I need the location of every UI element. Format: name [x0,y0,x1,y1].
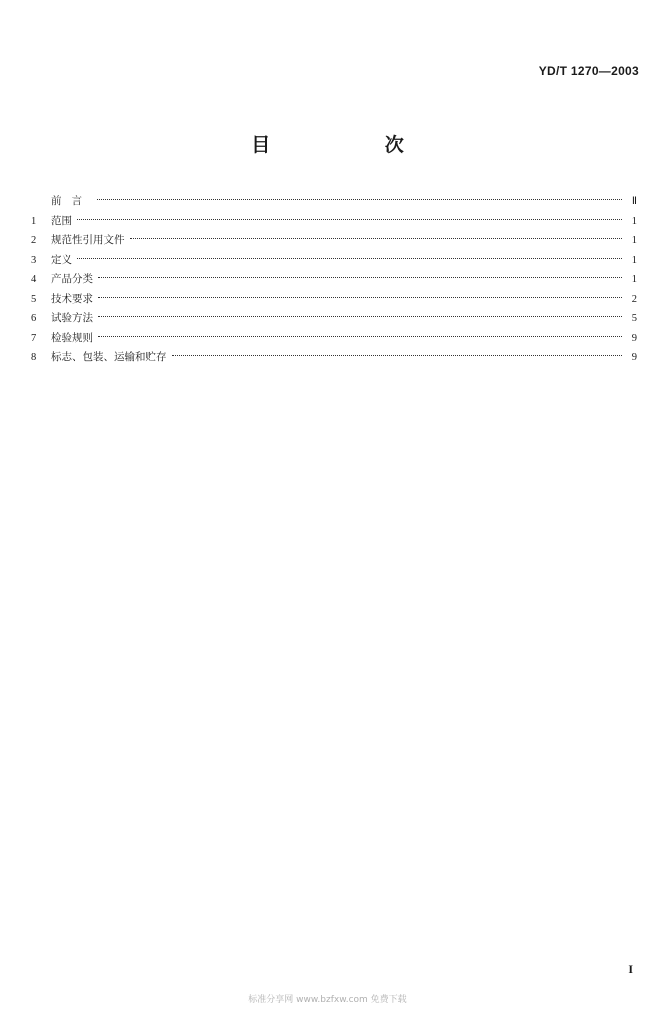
toc-entry-technical-requirements[interactable] [31,290,637,310]
toc-entry-number: 3 [31,254,37,266]
toc-entry-page: 1 [631,235,637,246]
toc-entry-marking-packaging[interactable] [31,348,637,368]
page-folio: I [628,962,633,976]
toc-entry-page: 1 [631,274,637,285]
toc-entry-foreword[interactable] [31,192,637,212]
toc-entry-label: 检验规则 [51,331,93,344]
toc-entry-page: 5 [631,313,637,324]
toc-entry-product-classification[interactable] [31,270,637,290]
toc-entry-label: 定义 [51,253,72,266]
dot-leader [172,355,623,356]
toc-entry-number: 2 [31,235,37,246]
toc-entry-page: 9 [631,352,637,363]
toc-entry-label: 标志、包装、运输和贮存 [51,351,167,363]
toc-entry-page: 1 [631,254,637,266]
dot-leader [77,258,622,259]
dot-leader [98,297,622,298]
toc-entry-page: 9 [631,332,637,344]
toc-title: 目 次 [251,134,458,156]
toc-entry-label: 前言 [51,195,92,207]
toc-entry-number: 6 [31,313,37,324]
standard-code: YD/T 1270—2003 [538,64,639,78]
toc-entry-number: 7 [31,332,37,344]
toc-entry-label: 范围 [51,214,72,227]
toc-entry-label: 规范性引用文件 [51,234,125,246]
toc-entry-label: 试验方法 [51,312,93,324]
toc-entry-label: 技术要求 [51,292,93,305]
dot-leader [98,277,622,278]
dot-leader [130,238,623,239]
toc-entry-definitions[interactable] [31,251,637,271]
toc-entry-number: 4 [31,274,37,285]
toc-entry-page: 2 [631,293,637,305]
site-watermark: 标准分享网 www.bzfxw.com 免费下载 [248,995,407,1005]
dot-leader [98,336,622,337]
dot-leader [77,219,622,220]
toc-entry-inspection-rules[interactable] [31,329,637,349]
dot-leader [97,199,622,200]
toc-entry-number: 8 [31,352,37,363]
toc-entry-page: 1 [631,215,637,227]
toc-entry-number: 1 [31,215,37,227]
toc-entry-page: Ⅱ [631,196,637,207]
toc-entry-test-methods[interactable] [31,309,637,329]
toc-entry-number: 5 [31,293,37,305]
toc-list [31,192,637,368]
toc-entry-scope[interactable] [31,212,637,232]
toc-entry-normative-references[interactable] [31,231,637,251]
dot-leader [98,316,622,317]
toc-entry-label: 产品分类 [51,273,93,285]
